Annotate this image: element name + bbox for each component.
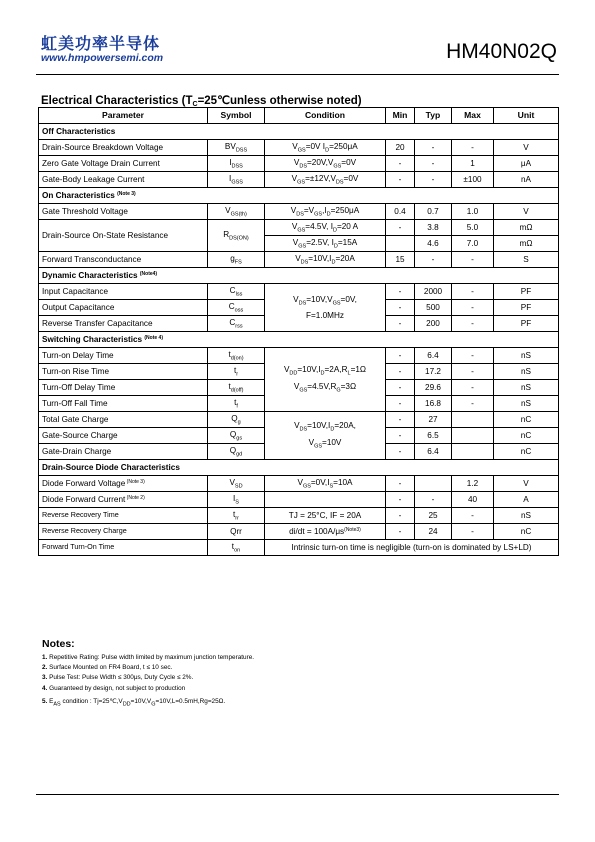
param-cell: Forward Turn-On Time [39, 540, 208, 556]
group-title: Dynamic Characteristics $^{(Note4)}$ [39, 268, 559, 284]
symbol-cell: $t_{rr}$ [208, 508, 265, 524]
table-row [39, 220, 559, 236]
unit-cell: mΩ [494, 236, 559, 252]
unit-cell: nS [494, 396, 559, 412]
table-header-row [39, 108, 559, 124]
condition-cell: $V_{GS}=2.5V$, $I_D=15A$ [265, 236, 386, 252]
note-item: 3. Pulse Test: Pulse Width ≤ 300μs, Duty Cycle ≤ 2%. [42, 674, 194, 682]
condition-cell: $V_{DS}=20V,V_{GS}=0V$ [265, 156, 386, 172]
symbol-cell: $Q_{gd}$ [208, 444, 265, 460]
typ-cell: 4.6 [415, 236, 452, 252]
param-cell: Diode Forward Voltage $^{(Note 3)}$ [39, 476, 208, 492]
min-cell: - [386, 380, 415, 396]
table-row [39, 156, 559, 172]
symbol-cell: $V_{GS(th)}$ [208, 204, 265, 220]
typ-cell: 0.7 [415, 204, 452, 220]
typ-cell: 2000 [415, 284, 452, 300]
typ-cell: 200 [415, 316, 452, 332]
min-cell: - [386, 284, 415, 300]
symbol-cell: $Q_g$ [208, 412, 265, 428]
table-row [39, 252, 559, 268]
unit-cell: mΩ [494, 220, 559, 236]
typ-cell: 3.8 [415, 220, 452, 236]
min-cell: - [386, 220, 415, 236]
group-title: On Characteristics $^{(Note 3)}$ [39, 188, 559, 204]
electrical-characteristics-table [38, 107, 559, 556]
symbol-cell: $t_r$ [208, 364, 265, 380]
param-cell: Gate-Source Charge [39, 428, 208, 444]
typ-cell: 6.4 [415, 348, 452, 364]
typ-cell: - [415, 140, 452, 156]
condition-cell: $V_{GS}=0V$ $I_D=250\mu A$ [265, 140, 386, 156]
max-cell: 40 [452, 492, 494, 508]
table-row [39, 348, 559, 364]
max-cell: - [452, 300, 494, 316]
max-cell: 1.0 [452, 204, 494, 220]
unit-cell: nC [494, 444, 559, 460]
max-cell: - [452, 284, 494, 300]
max-cell: - [452, 364, 494, 380]
charge-condition-cell [265, 412, 386, 460]
param-cell: Zero Gate Voltage Drain Current [39, 156, 208, 172]
min-cell: - [386, 316, 415, 332]
min-cell: - [386, 172, 415, 188]
symbol-cell: $C_{lss}$ [208, 284, 265, 300]
company-website: www.hmpowersemi.com [41, 52, 164, 64]
section-title: Electrical Characteristics ($T_C=25℃unless$ otherwise noted) [41, 95, 362, 108]
symbol-cell: $t_{on}$ [208, 540, 265, 556]
max-cell: - [452, 396, 494, 412]
min-cell: 20 [386, 140, 415, 156]
max-cell [452, 428, 494, 444]
min-cell: 0.4 [386, 204, 415, 220]
min-cell: - [386, 444, 415, 460]
param-cell: Input Capacitance [39, 284, 208, 300]
typ-cell: 27 [415, 412, 452, 428]
typ-cell: - [415, 252, 452, 268]
min-cell: - [386, 412, 415, 428]
group-row-on [39, 188, 559, 204]
symbol-cell: $I_S$ [208, 492, 265, 508]
condition-cell: $V_{DS}=V_{GS},I_D=250\mu A$ [265, 204, 386, 220]
q-condition-line2: $V_{GS}=10V$ [308, 438, 342, 450]
unit-cell: μA [494, 156, 559, 172]
param-cell: Reverse Recovery Time [39, 508, 208, 524]
part-number: HM40N02Q [446, 40, 557, 63]
group-row-diode [39, 460, 559, 476]
group-title: Off Characteristics [39, 124, 559, 140]
header-min: Min [386, 108, 415, 124]
note-item: 4. Guaranteed by design, not subject to production [42, 684, 186, 692]
min-cell: - [386, 396, 415, 412]
header-parameter: Parameter [39, 108, 208, 124]
footer-divider [36, 794, 559, 795]
unit-cell: S [494, 252, 559, 268]
unit-cell: nS [494, 380, 559, 396]
max-cell: - [452, 508, 494, 524]
param-cell: Drain-Source On-State Resistance [39, 220, 208, 252]
max-cell: ±100 [452, 172, 494, 188]
param-cell: Diode Forward Current $^{(Note 2)}$ [39, 492, 208, 508]
min-cell: - [386, 492, 415, 508]
param-cell: Gate-Body Leakage Current [39, 172, 208, 188]
max-cell: 1 [452, 156, 494, 172]
max-cell: - [452, 252, 494, 268]
unit-cell: nS [494, 364, 559, 380]
unit-cell: V [494, 204, 559, 220]
group-row-dynamic [39, 268, 559, 284]
symbol-cell: $t_{d(on)}$ [208, 348, 265, 364]
unit-cell: PF [494, 284, 559, 300]
condition-cell: $V_{DS}=10V,I_D=20A$ [265, 252, 386, 268]
q-condition-line1: $V_{DS}=10V,I_D=20A$, [294, 421, 356, 433]
condition-cell: $di/dt = 100A/\mu s^{(Note3)}$ [265, 524, 386, 540]
max-cell: 7.0 [452, 236, 494, 252]
table-row [39, 508, 559, 524]
unit-cell: PF [494, 316, 559, 332]
header-divider [36, 74, 559, 75]
condition-cell [265, 492, 386, 508]
typ-cell: - [415, 172, 452, 188]
header-condition: Condition [265, 108, 386, 124]
max-cell: - [452, 316, 494, 332]
header-typ: Typ [415, 108, 452, 124]
switching-condition-cell [265, 348, 386, 412]
param-cell: Gate-Drain Charge [39, 444, 208, 460]
param-cell: Turn-Off Delay Time [39, 380, 208, 396]
min-cell: - [386, 428, 415, 444]
param-cell: Total Gate Charge [39, 412, 208, 428]
symbol-cell: $V_{SD}$ [208, 476, 265, 492]
symbol-cell: $C_{oss}$ [208, 300, 265, 316]
table-row [39, 284, 559, 300]
symbol-cell: $I_{GSS}$ [208, 172, 265, 188]
symbol-cell: $I_{DSS}$ [208, 156, 265, 172]
unit-cell: nC [494, 428, 559, 444]
header-max: Max [452, 108, 494, 124]
unit-cell: nA [494, 172, 559, 188]
max-cell: - [452, 380, 494, 396]
unit-cell: PF [494, 300, 559, 316]
capacitance-condition-cell [265, 284, 386, 332]
typ-cell: 16.8 [415, 396, 452, 412]
typ-cell: - [415, 156, 452, 172]
param-cell: Turn-on Delay Time [39, 348, 208, 364]
unit-cell: nS [494, 508, 559, 524]
max-cell: 1.2 [452, 476, 494, 492]
sw-condition-line1: $V_{DD}=10V,I_D=2A,R_L=1\Omega$ [283, 365, 367, 377]
note-item: 2. Surface Mounted on FR4 Board, t ≤ 10 sec. [42, 664, 173, 672]
sw-condition-line2: $V_{GS}=4.5V,R_G=3\Omega$ [293, 382, 357, 394]
symbol-cell: $g_{FS}$ [208, 252, 265, 268]
condition-cell: $V_{GS}=\pm 12V,V_{DS}=0V$ [265, 172, 386, 188]
min-cell: - [386, 364, 415, 380]
max-cell [452, 412, 494, 428]
symbol-cell: $t_{d(off)}$ [208, 380, 265, 396]
max-cell [452, 444, 494, 460]
typ-cell: 17.2 [415, 364, 452, 380]
cap-condition-line2: F=1.0MHz [306, 310, 344, 320]
table-row [39, 540, 559, 556]
unit-cell: nS [494, 348, 559, 364]
min-cell: - [386, 300, 415, 316]
condition-cell: TJ = 25°C, IF = 20A [265, 508, 386, 524]
param-cell: Turn-on Rise Time [39, 364, 208, 380]
param-cell: Turn-Off Fall Time [39, 396, 208, 412]
group-title: Switching Characteristics $^{(Note 4)}$ [39, 332, 559, 348]
symbol-cell: $R_{DS(ON)}$ [208, 220, 265, 252]
param-cell: Forward Transconductance [39, 252, 208, 268]
typ-cell: 25 [415, 508, 452, 524]
max-cell: - [452, 140, 494, 156]
typ-cell: 500 [415, 300, 452, 316]
max-cell: - [452, 348, 494, 364]
note-item: 1. Repetitive Rating: Pulse width limited by maximum junction temperature. [42, 654, 255, 661]
table-row [39, 140, 559, 156]
unit-cell: nC [494, 412, 559, 428]
notes-list [42, 653, 254, 709]
table-row [39, 204, 559, 220]
min-cell: - [386, 156, 415, 172]
min-cell: - [386, 508, 415, 524]
header-symbol: Symbol [208, 108, 265, 124]
header-unit: Unit [494, 108, 559, 124]
table-row [39, 412, 559, 428]
typ-cell [415, 476, 452, 492]
symbol-cell: $C_{rss}$ [208, 316, 265, 332]
symbol-cell: Qrr [208, 524, 265, 540]
param-cell: Reverse Transfer Capacitance [39, 316, 208, 332]
cap-condition-line1: $V_{DS}=10V,V_{GS}=0V$, [293, 294, 357, 307]
param-cell: Reverse Recovery Charge [39, 524, 208, 540]
condition-cell: $V_{GS}=4.5V$, $I_D=20$ A [265, 220, 386, 236]
param-cell: Gate Threshold Voltage [39, 204, 208, 220]
typ-cell: 24 [415, 524, 452, 540]
group-title: Drain-Source Diode Characteristics [39, 460, 559, 476]
unit-cell: A [494, 492, 559, 508]
max-cell: 5.0 [452, 220, 494, 236]
typ-cell: 6.4 [415, 444, 452, 460]
unit-cell: nC [494, 524, 559, 540]
table-row [39, 524, 559, 540]
condition-cell: $V_{GS}=0V,I_S=10A$ [265, 476, 386, 492]
group-row-switching [39, 332, 559, 348]
table-row [39, 476, 559, 492]
typ-cell: - [415, 492, 452, 508]
company-logo-chinese: 虹美功率半导体 [41, 34, 161, 53]
condition-cell: Intrinsic turn-on time is negligible (turn-on is dominated by LS+LD) [265, 540, 559, 556]
param-cell: Drain-Source Breakdown Voltage [39, 140, 208, 156]
min-cell: - [386, 524, 415, 540]
min-cell: - [386, 348, 415, 364]
symbol-cell: $Q_{gs}$ [208, 428, 265, 444]
symbol-cell: $BV_{DSS}$ [208, 140, 265, 156]
unit-cell: V [494, 140, 559, 156]
typ-cell: 6.5 [415, 428, 452, 444]
min-cell: 15 [386, 252, 415, 268]
min-cell [386, 236, 415, 252]
note-item: 5. $E_{AS}$ condition : $Tj=25℃,V_{DD}=10V,V_G=10V,L=0.5mH,Rg=25\Omega$. [42, 697, 226, 708]
symbol-cell: $t_f$ [208, 396, 265, 412]
table-row [39, 172, 559, 188]
unit-cell: V [494, 476, 559, 492]
table-row [39, 492, 559, 508]
max-cell: - [452, 524, 494, 540]
min-cell: - [386, 476, 415, 492]
notes-title: Notes: [42, 638, 75, 650]
group-row-off [39, 124, 559, 140]
typ-cell: 29.6 [415, 380, 452, 396]
param-cell: Output Capacitance [39, 300, 208, 316]
